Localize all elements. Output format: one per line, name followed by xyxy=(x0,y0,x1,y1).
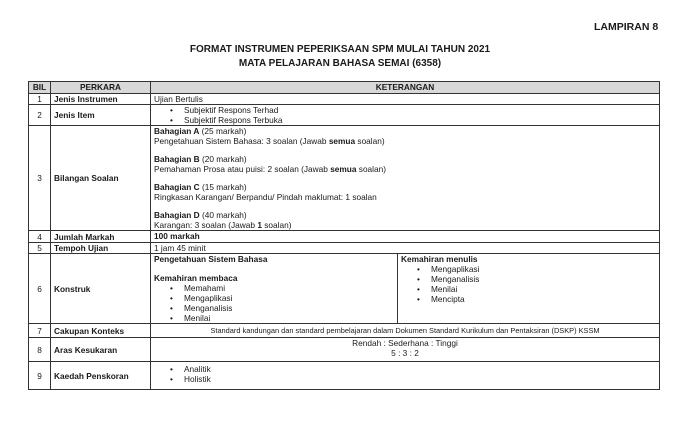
section-d: Bahagian D (40 markah) xyxy=(154,210,247,220)
row-number: 3 xyxy=(29,126,51,231)
table-row xyxy=(29,324,660,338)
list-item: • Menilai xyxy=(431,284,656,294)
difficulty-ratio: 5 : 3 : 2 xyxy=(391,348,419,358)
table-row xyxy=(29,254,660,324)
construct-left-head: Pengetahuan Sistem Bahasa xyxy=(154,254,268,264)
table-row xyxy=(29,105,660,126)
list-item: • Subjektif Respons Terbuka xyxy=(184,115,656,125)
format-table xyxy=(28,81,660,390)
construct-left-sub: Kemahiran membaca xyxy=(154,273,238,283)
document-subtitle: MATA PELAJARAN BAHASA SEMAI (6358) xyxy=(238,58,442,69)
header-perkara: PERKARA xyxy=(51,82,151,94)
construct-right xyxy=(398,254,660,323)
list-item: • Subjektif Respons Terhad xyxy=(184,105,656,115)
difficulty-levels: Rendah : Sederhana : Tinggi xyxy=(352,338,458,348)
list-item: • Memahami xyxy=(184,283,394,293)
section-b: Bahagian B (20 markah) xyxy=(154,154,247,164)
row-number: 8 xyxy=(29,338,51,362)
row-perkara: Konstruk xyxy=(51,254,151,324)
row-number: 9 xyxy=(29,362,51,390)
construct-left xyxy=(151,254,398,323)
row-perkara: Jenis Item xyxy=(51,105,151,126)
row-keterangan xyxy=(151,254,660,324)
list-item: • Mencipta xyxy=(431,294,656,304)
reading-skills-list xyxy=(154,283,394,323)
table-row xyxy=(29,338,660,362)
list-item: • Mengaplikasi xyxy=(184,293,394,303)
row-perkara: Aras Kesukaran xyxy=(51,338,151,362)
section-a-desc: Pengetahuan Sistem Bahasa: 3 soalan (Jawab semua soalan) xyxy=(154,136,385,146)
row-number: 7 xyxy=(29,324,51,338)
header-bil: BIL xyxy=(29,82,51,94)
list-item: • Holistik xyxy=(184,374,656,384)
list-item: • Mengaplikasi xyxy=(431,264,656,274)
table-row xyxy=(29,243,660,254)
list-item: • Menilai xyxy=(184,313,394,323)
section-c: Bahagian C (15 markah) xyxy=(154,182,247,192)
row-perkara: Bilangan Soalan xyxy=(51,126,151,231)
list-item: • Menganalisis xyxy=(184,303,394,313)
row-number: 5 xyxy=(29,243,51,254)
section-c-desc: Ringkasan Karangan/ Berpandu/ Pindah maklumat: 1 soalan xyxy=(154,192,377,202)
section-b-desc: Pemahaman Prosa atau puisi: 2 soalan (Jawab semua soalan) xyxy=(154,164,387,174)
item-type-list xyxy=(154,105,656,125)
row-perkara: Jenis Instrumen xyxy=(51,94,151,105)
table-header-row xyxy=(29,82,660,94)
section-d-desc: Karangan: 3 soalan (Jawab 1 soalan) xyxy=(154,220,292,230)
section-a: Bahagian A (25 markah) xyxy=(154,126,247,136)
table-row xyxy=(29,362,660,390)
writing-skills-list xyxy=(401,264,656,304)
row-keterangan: Standard kandungan dan standard pembelajaran dalam Dokumen Standard Kurikulum dan Pentaksiran (DSKP) KSSM xyxy=(151,324,660,338)
construct-right-head: Kemahiran menulis xyxy=(401,254,478,264)
row-keterangan: Ujian Bertulis xyxy=(151,94,660,105)
document-title: FORMAT INSTRUMEN PEPERIKSAAN SPM MULAI TAHUN 2021 xyxy=(189,44,491,55)
row-keterangan xyxy=(151,338,660,362)
table-row xyxy=(29,231,660,243)
list-item: • Analitik xyxy=(184,364,656,374)
row-perkara: Cakupan Konteks xyxy=(51,324,151,338)
row-perkara: Tempoh Ujian xyxy=(51,243,151,254)
construct-split xyxy=(151,254,659,323)
row-number: 2 xyxy=(29,105,51,126)
row-number: 4 xyxy=(29,231,51,243)
header-keterangan: KETERANGAN xyxy=(151,82,660,94)
list-item: • Menganalisis xyxy=(431,274,656,284)
row-perkara: Jumlah Markah xyxy=(51,231,151,243)
scoring-method-list xyxy=(154,362,656,389)
row-keterangan: 1 jam 45 minit xyxy=(151,243,660,254)
row-number: 6 xyxy=(29,254,51,324)
row-keterangan xyxy=(151,362,660,390)
row-number: 1 xyxy=(29,94,51,105)
lampiran-label: LAMPIRAN 8 xyxy=(594,21,659,33)
row-keterangan: 100 markah xyxy=(151,231,660,243)
row-keterangan xyxy=(151,126,660,231)
table-row xyxy=(29,94,660,105)
table-row xyxy=(29,126,660,231)
row-perkara: Kaedah Penskoran xyxy=(51,362,151,390)
row-keterangan xyxy=(151,105,660,126)
